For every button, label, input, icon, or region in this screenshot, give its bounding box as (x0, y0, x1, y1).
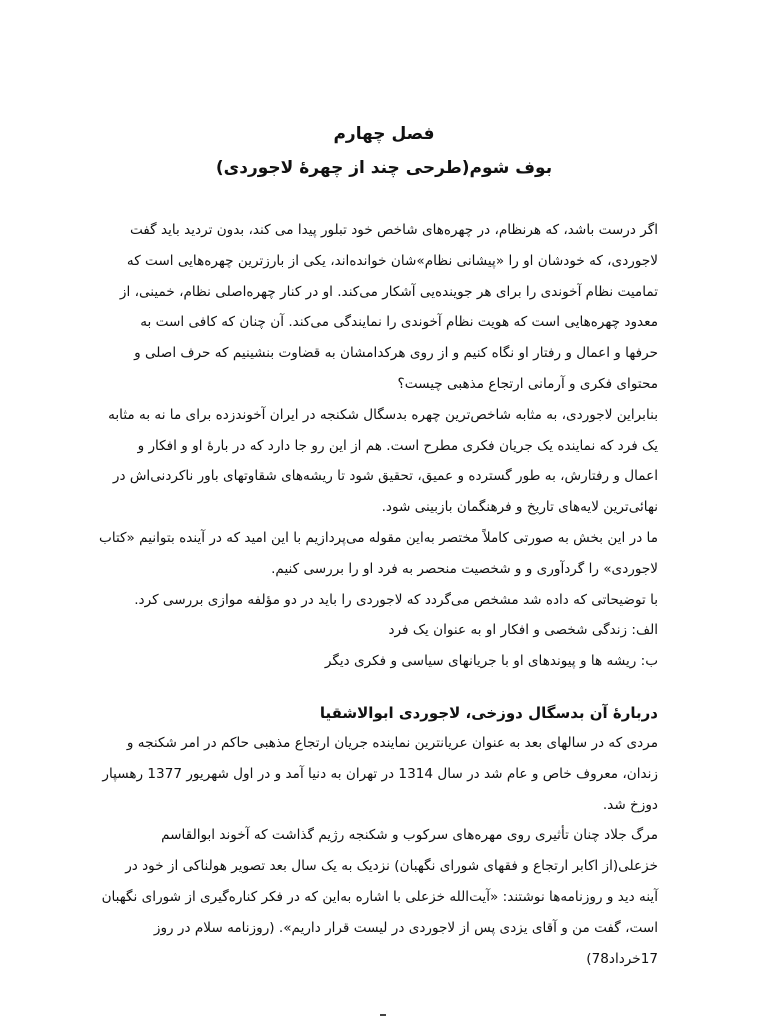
text-line: لاجوردی» را گردآوری و و شخصیت منحصر به فرد او را بررسی کنیم. (271, 560, 658, 577)
text-line: نهائی‌ترین لایه‌های تاریخ و فرهنگمان بازبینی شود. (381, 499, 658, 516)
text-line: اعمال و رفتارش، به طور گسترده و عمیق، تحقیق شود تا ریشه‌های شقاوتهای باور ناکردنی‌اش در (112, 468, 658, 485)
section-paragraphs (101, 728, 658, 974)
text-line: خزعلی(از اکابر ارتجاع و فقهای شورای نگهبان) نزدیک به یک سال بعد تصویر هولناکی از خود در (125, 858, 658, 875)
text-line: آینه دید و روزنامه‌ها نوشتند: «آیت‌الله خزعلی با اشاره به‌این که در فکر کناره‌گیری از شورای نگهبان (101, 888, 658, 905)
text-line: بنابراین لاجوردی، به مثابه شاخص‌ترین چهره بدسگال شکنجه در ایران آخوندزده برای ما نه به مثابه (108, 406, 658, 423)
page-number-mark (380, 1014, 386, 1016)
text-line: مردی که در سالهای بعد به عنوان عریانترین نماینده جریان ارتجاع مذهبی حاکم در امر شکنجه و (126, 735, 658, 751)
text-line: ما در این بخش به صورتی کاملاً مختصر به‌این مقوله می‌پردازیم با این امید که در آینده بتوانیم «کتاب (99, 529, 658, 546)
text-line: زندان، معروف خاص و عام شد در سال 1314 در تهران به دنیا آمد و در اول شهریور 1377 رهسپار (102, 765, 658, 782)
text-line: 17خرداد78) (586, 950, 658, 967)
text-line: معدود چهره‌هایی است که هویت نظام آخوندی را نمایندگی می‌کند. آن چنان که کافی است به (140, 314, 658, 331)
text-line: الف: زندگی شخصی و افکار او به عنوان یک فرد (388, 622, 658, 639)
intro-paragraphs (99, 215, 658, 677)
text-line: است، گفت من و آقای یزدی پس از لاجوردی در لیست قرار داریم». (روزنامه سلام در روز (153, 919, 658, 936)
text-line: لاجوردی، که خودشان او را «پیشانی نظام»شان خوانده‌اند، یکی از بارزترین چهره‌هایی است که (126, 252, 658, 269)
section-heading: دربارهٔ آن بدسگال دوزخی، لاجوردی ابوالاشقیا (319, 704, 658, 722)
text-line: ب: ریشه ها و پیوندهای او با جریانهای سیاسی و فکری دیگر (324, 653, 658, 670)
text-line: محتوای فکری و آرمانی ارتجاع مذهبی چیست؟ (397, 375, 658, 392)
text-line: دوزخ شد. (602, 796, 658, 813)
chapter-title: فصل چهارم (333, 124, 435, 144)
text-line: مرگ جلاد چنان تأثیری روی مهره‌های سرکوب و شکنجه رژیم گذاشت که آخوند ابوالقاسم (161, 827, 658, 844)
chapter-subtitle: بوف شوم(طرحی چند از چهرهٔ لاجوردی) (215, 158, 553, 178)
text-line: تمامیت نظام آخوندی را برای هر جوینده‌یی آشکار می‌کند. او در کنار چهره‌اصلی نظام، خمینی، از (119, 283, 658, 300)
text-line: حرفها و اعمال و رفتار او نگاه کنیم و از روی هرکدامشان به قضاوت بنشینیم که حرف اصلی و (134, 345, 658, 362)
text-line: با توضیحاتی که داده شد مشخص می‌گردد که لاجوردی را باید در دو مؤلفه موازی بررسی کرد. (134, 591, 658, 608)
text-line: اگر درست باشد، که هرنظام، در چهره‌های شاخص خود تبلور پیدا می کند، بدون تردید باید گفت (129, 222, 658, 238)
text-line: یک فرد که نماینده یک جریان فکری مطرح است. هم از این رو جا دارد که در بارهٔ او و افکار و (137, 437, 658, 454)
